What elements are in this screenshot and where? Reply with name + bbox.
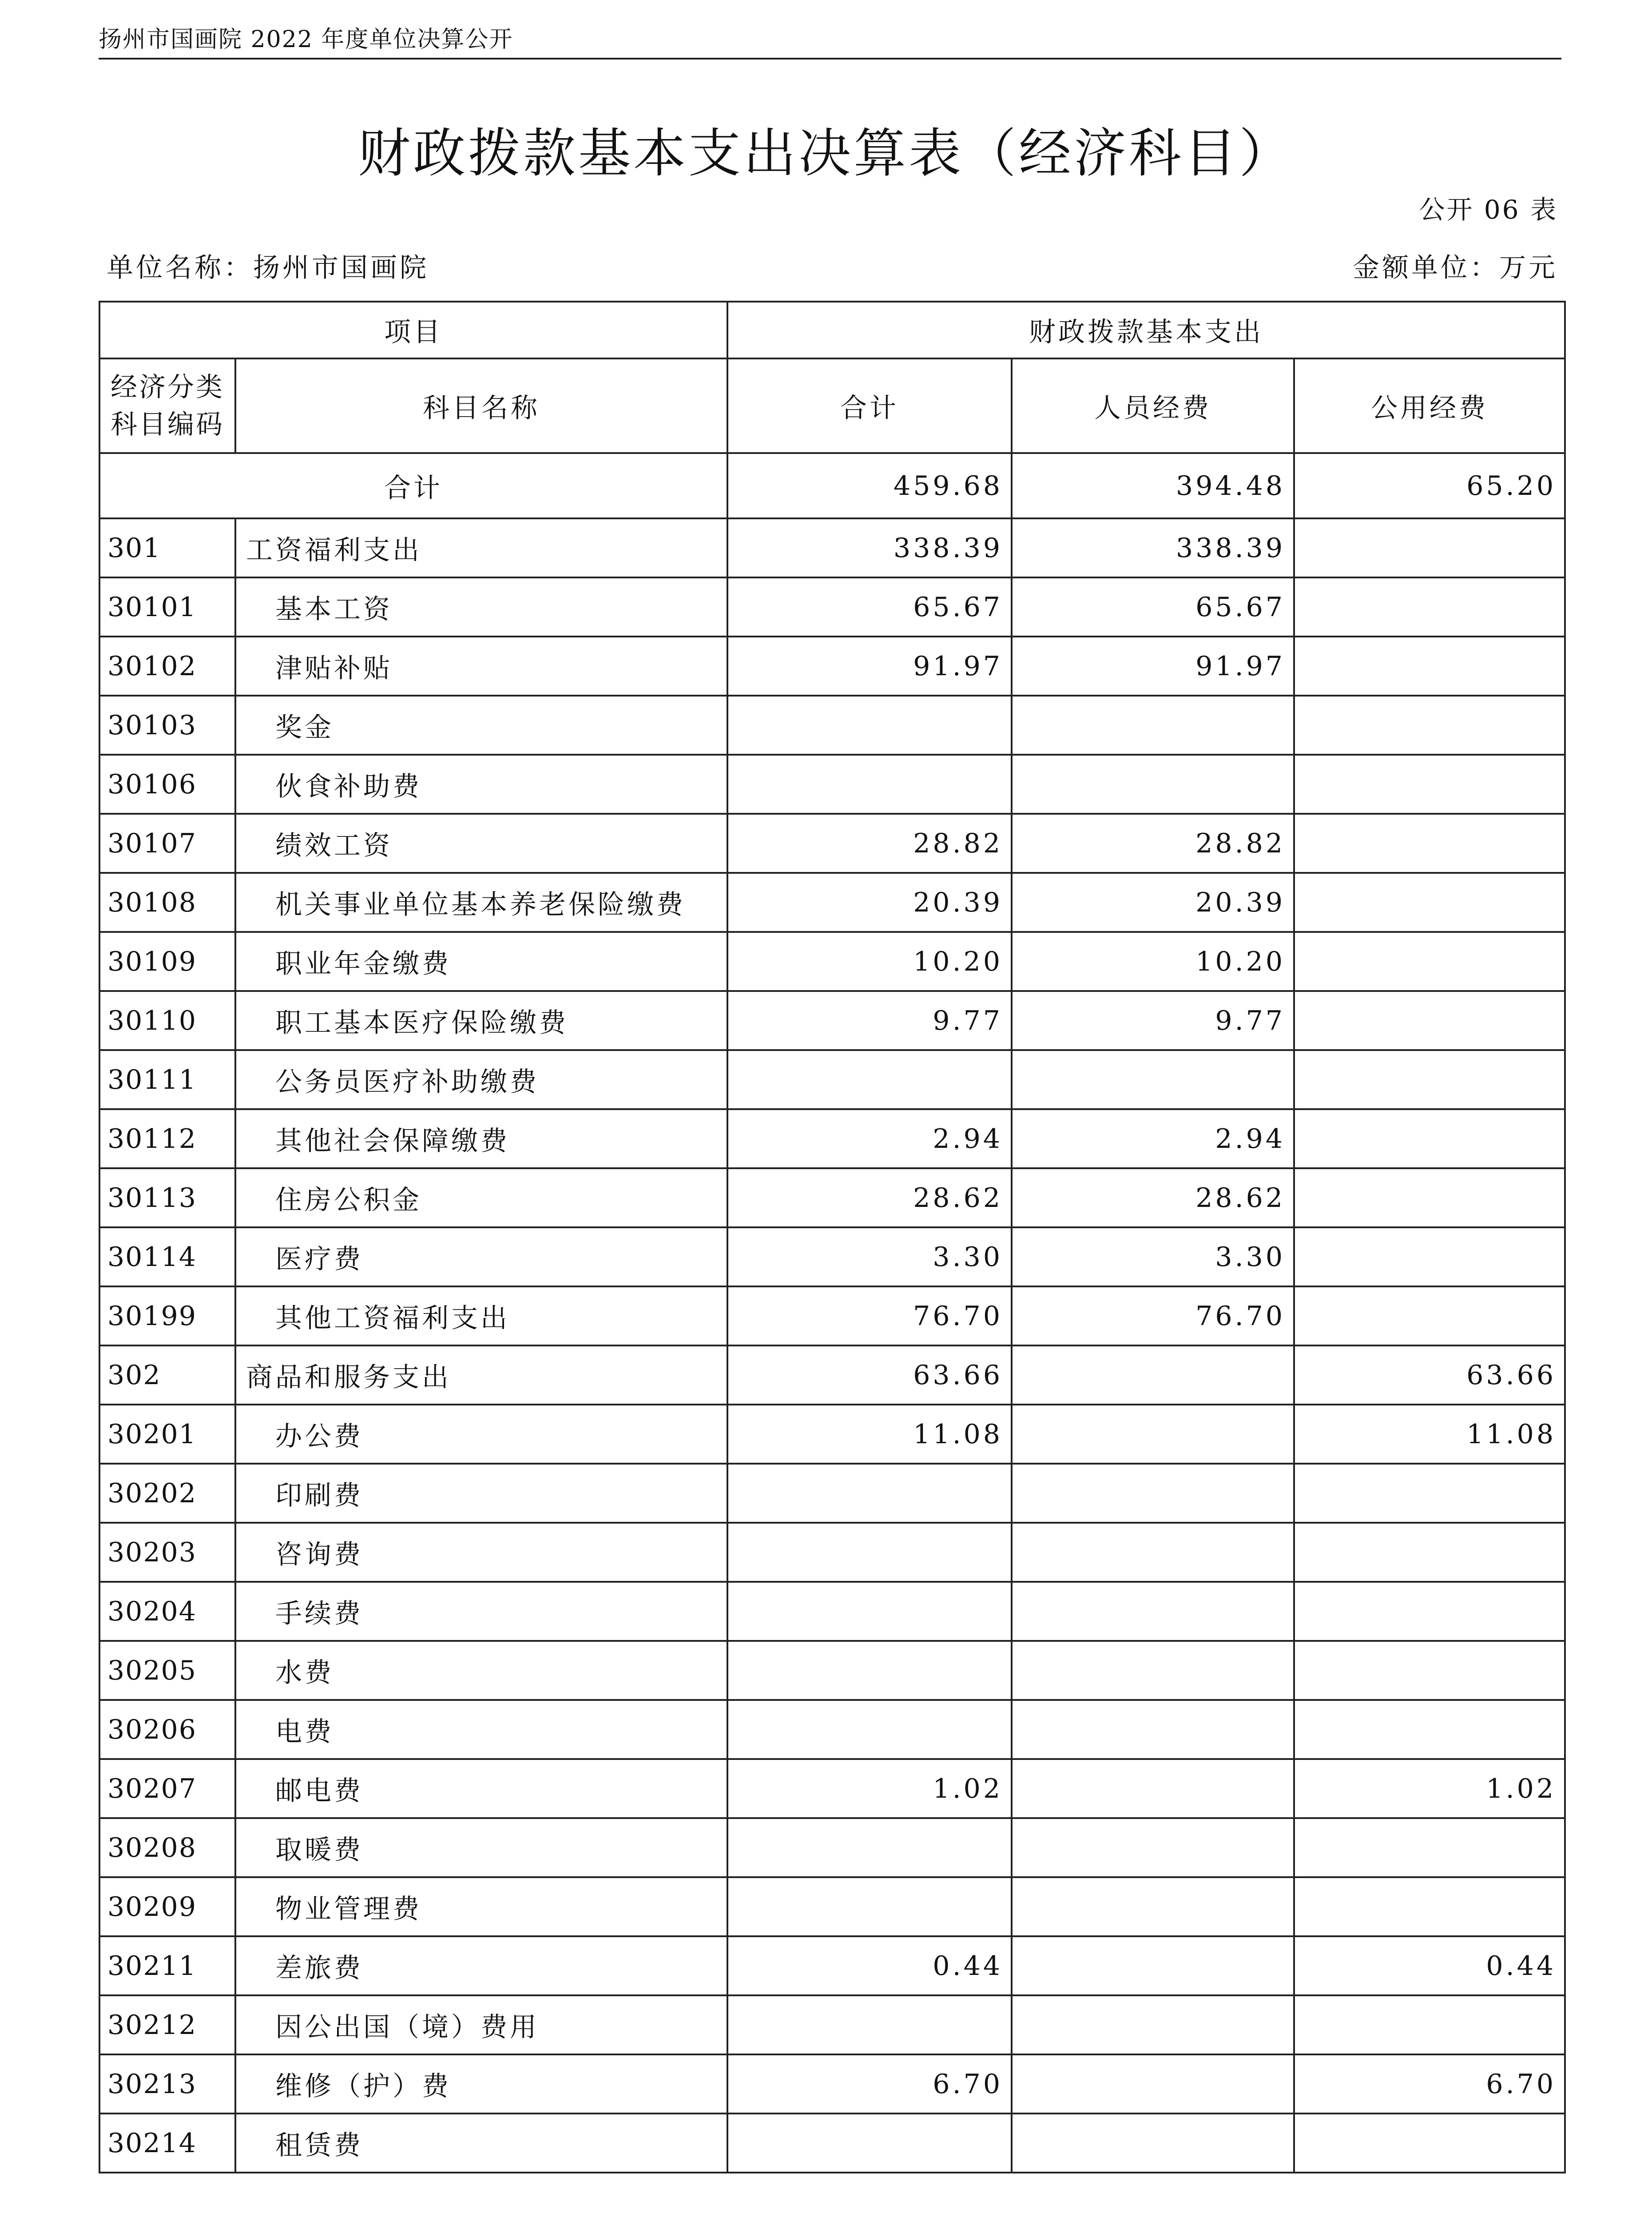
code-cell: 30108 — [99, 873, 235, 932]
total-cell — [727, 1700, 1012, 1759]
header-rule — [99, 58, 1561, 60]
subject-name-cell: 其他社会保障缴费 — [235, 1109, 727, 1168]
total-cell — [727, 755, 1012, 814]
table-row — [99, 1345, 1565, 1405]
subject-name-cell: 公务员医疗补助缴费 — [235, 1050, 727, 1109]
total-cell: 3.30 — [727, 1227, 1012, 1286]
table-row — [99, 1818, 1565, 1877]
personnel-cell: 338.39 — [1012, 518, 1294, 577]
total-cell: 91.97 — [727, 637, 1012, 696]
subject-name-cell: 商品和服务支出 — [235, 1345, 727, 1405]
subject-name-cell: 津贴补贴 — [235, 637, 727, 696]
code-cell: 30211 — [99, 1936, 235, 1995]
public-cell — [1294, 1050, 1565, 1109]
personnel-cell — [1012, 755, 1294, 814]
table-row — [99, 814, 1565, 873]
table-row — [99, 1700, 1565, 1759]
personnel-cell: 76.70 — [1012, 1286, 1294, 1345]
total-cell: 0.44 — [727, 1936, 1012, 1995]
public-cell: 63.66 — [1294, 1345, 1565, 1405]
subject-name-cell: 差旅费 — [235, 1936, 727, 1995]
total-cell — [727, 2114, 1012, 2173]
running-header: 扬州市国画院 2022 年度单位决算公开 — [99, 26, 513, 53]
subject-name-cell: 租赁费 — [235, 2114, 727, 2173]
subject-name-cell: 工资福利支出 — [235, 518, 727, 577]
code-cell: 30106 — [99, 755, 235, 814]
subject-name-cell: 奖金 — [235, 696, 727, 755]
header-row-columns — [99, 358, 1565, 453]
public-cell — [1294, 1700, 1565, 1759]
code-cell: 30114 — [99, 1227, 235, 1286]
personnel-cell: 2.94 — [1012, 1109, 1294, 1168]
public-cell — [1294, 696, 1565, 755]
personnel-cell — [1012, 1759, 1294, 1818]
public-cell — [1294, 1582, 1565, 1641]
personnel-cell — [1012, 1877, 1294, 1936]
public-cell — [1294, 991, 1565, 1050]
table-row — [99, 991, 1565, 1050]
table-row — [99, 1877, 1565, 1936]
subject-name-cell: 办公费 — [235, 1405, 727, 1464]
table-row — [99, 873, 1565, 932]
total-cell: 76.70 — [727, 1286, 1012, 1345]
public-cell: 6.70 — [1294, 2054, 1565, 2114]
public-cell — [1294, 1818, 1565, 1877]
personnel-cell — [1012, 1523, 1294, 1582]
total-cell: 65.67 — [727, 577, 1012, 637]
personnel-cell: 28.62 — [1012, 1168, 1294, 1227]
personnel-cell: 20.39 — [1012, 873, 1294, 932]
subject-name-cell: 维修（护）费 — [235, 2054, 727, 2114]
subject-name-cell: 手续费 — [235, 1582, 727, 1641]
table-row — [99, 518, 1565, 577]
code-cell: 30110 — [99, 991, 235, 1050]
code-cell: 30203 — [99, 1523, 235, 1582]
total-public: 65.20 — [1294, 453, 1565, 518]
header-public: 公用经费 — [1294, 358, 1565, 453]
personnel-cell — [1012, 1050, 1294, 1109]
public-cell — [1294, 1168, 1565, 1227]
total-cell — [727, 1582, 1012, 1641]
personnel-cell — [1012, 1405, 1294, 1464]
personnel-cell: 10.20 — [1012, 932, 1294, 991]
unit-name: 单位名称：扬州市国画院 — [107, 252, 429, 283]
amount-unit: 金额单位：万元 — [1353, 252, 1558, 283]
header-basic-expenditure: 财政拨款基本支出 — [727, 302, 1565, 358]
table-row — [99, 1523, 1565, 1582]
total-cell: 1.02 — [727, 1759, 1012, 1818]
personnel-cell: 65.67 — [1012, 577, 1294, 637]
total-cell — [727, 1523, 1012, 1582]
subject-name-cell: 咨询费 — [235, 1523, 727, 1582]
code-cell: 30109 — [99, 932, 235, 991]
total-cell — [727, 1877, 1012, 1936]
total-cell — [727, 1995, 1012, 2054]
personnel-cell — [1012, 1818, 1294, 1877]
table-row — [99, 2054, 1565, 2114]
table-row — [99, 1641, 1565, 1700]
code-cell: 30207 — [99, 1759, 235, 1818]
total-cell: 6.70 — [727, 2054, 1012, 2114]
total-cell: 63.66 — [727, 1345, 1012, 1405]
total-cell — [727, 696, 1012, 755]
total-cell — [727, 1641, 1012, 1700]
table-row — [99, 1936, 1565, 1995]
table-row — [99, 1168, 1565, 1227]
code-cell: 301 — [99, 518, 235, 577]
table-row — [99, 1109, 1565, 1168]
public-cell — [1294, 1286, 1565, 1345]
personnel-cell — [1012, 1641, 1294, 1700]
public-cell: 11.08 — [1294, 1405, 1565, 1464]
table-row — [99, 1464, 1565, 1523]
subject-name-cell: 物业管理费 — [235, 1877, 727, 1936]
code-cell: 30212 — [99, 1995, 235, 2054]
public-cell — [1294, 1464, 1565, 1523]
subject-name-cell: 因公出国（境）费用 — [235, 1995, 727, 2054]
code-cell: 302 — [99, 1345, 235, 1405]
public-cell — [1294, 932, 1565, 991]
header-item: 项目 — [99, 302, 727, 358]
total-cell: 10.20 — [727, 932, 1012, 991]
public-cell — [1294, 1877, 1565, 1936]
subject-name-cell: 伙食补助费 — [235, 755, 727, 814]
public-cell: 1.02 — [1294, 1759, 1565, 1818]
personnel-cell — [1012, 1936, 1294, 1995]
code-cell: 30214 — [99, 2114, 235, 2173]
expense-table-container — [99, 301, 1564, 2173]
table-row — [99, 932, 1565, 991]
subject-name-cell: 住房公积金 — [235, 1168, 727, 1227]
table-row — [99, 1759, 1565, 1818]
total-cell: 2.94 — [727, 1109, 1012, 1168]
code-cell: 30208 — [99, 1818, 235, 1877]
subject-name-cell: 职工基本医疗保险缴费 — [235, 991, 727, 1050]
personnel-cell — [1012, 2054, 1294, 2114]
subject-name-cell: 医疗费 — [235, 1227, 727, 1286]
table-row — [99, 755, 1565, 814]
code-cell: 30199 — [99, 1286, 235, 1345]
personnel-cell — [1012, 1464, 1294, 1523]
public-cell — [1294, 1995, 1565, 2054]
total-cell — [727, 1050, 1012, 1109]
subject-name-cell: 水费 — [235, 1641, 727, 1700]
subject-name-cell: 取暖费 — [235, 1818, 727, 1877]
total-cell: 9.77 — [727, 991, 1012, 1050]
table-row — [99, 1050, 1565, 1109]
table-row — [99, 1405, 1565, 1464]
table-row — [99, 577, 1565, 637]
code-cell: 30202 — [99, 1464, 235, 1523]
code-cell: 30205 — [99, 1641, 235, 1700]
public-cell — [1294, 577, 1565, 637]
personnel-cell — [1012, 1995, 1294, 2054]
total-cell: 11.08 — [727, 1405, 1012, 1464]
public-cell — [1294, 873, 1565, 932]
public-cell — [1294, 637, 1565, 696]
code-cell: 30112 — [99, 1109, 235, 1168]
subject-name-cell: 邮电费 — [235, 1759, 727, 1818]
subject-name-cell: 基本工资 — [235, 577, 727, 637]
header-row-group — [99, 302, 1565, 358]
code-cell: 30111 — [99, 1050, 235, 1109]
personnel-cell: 91.97 — [1012, 637, 1294, 696]
public-cell — [1294, 1523, 1565, 1582]
personnel-cell — [1012, 1700, 1294, 1759]
code-cell: 30206 — [99, 1700, 235, 1759]
code-cell: 30101 — [99, 577, 235, 637]
form-number: 公开 06 表 — [1419, 195, 1558, 225]
subject-name-cell: 绩效工资 — [235, 814, 727, 873]
subject-name-cell: 印刷费 — [235, 1464, 727, 1523]
header-personnel: 人员经费 — [1012, 358, 1294, 453]
total-cell: 28.82 — [727, 814, 1012, 873]
expense-table — [99, 301, 1566, 2173]
public-cell — [1294, 1641, 1565, 1700]
subject-name-cell: 机关事业单位基本养老保险缴费 — [235, 873, 727, 932]
public-cell — [1294, 2114, 1565, 2173]
header-subject-name: 科目名称 — [235, 358, 727, 453]
code-cell: 30201 — [99, 1405, 235, 1464]
public-cell — [1294, 518, 1565, 577]
public-cell — [1294, 1109, 1565, 1168]
personnel-cell — [1012, 1582, 1294, 1641]
code-cell: 30209 — [99, 1877, 235, 1936]
document-title: 财政拨款基本支出决算表（经济科目） — [357, 123, 1294, 184]
total-cell: 338.39 — [727, 518, 1012, 577]
table-row — [99, 696, 1565, 755]
public-cell: 0.44 — [1294, 1936, 1565, 1995]
code-cell: 30102 — [99, 637, 235, 696]
subject-name-cell: 其他工资福利支出 — [235, 1286, 727, 1345]
code-cell: 30113 — [99, 1168, 235, 1227]
table-row — [99, 1995, 1565, 2054]
total-personnel: 394.48 — [1012, 453, 1294, 518]
table-row — [99, 2114, 1565, 2173]
public-cell — [1294, 814, 1565, 873]
total-amount: 459.68 — [727, 453, 1012, 518]
header-code: 经济分类科目编码 — [99, 358, 235, 453]
subject-name-cell: 职业年金缴费 — [235, 932, 727, 991]
personnel-cell — [1012, 1345, 1294, 1405]
code-cell: 30213 — [99, 2054, 235, 2114]
code-cell: 30107 — [99, 814, 235, 873]
total-cell: 28.62 — [727, 1168, 1012, 1227]
table-row — [99, 1227, 1565, 1286]
table-row — [99, 1582, 1565, 1641]
code-cell: 30103 — [99, 696, 235, 755]
header-total: 合计 — [727, 358, 1012, 453]
personnel-cell — [1012, 696, 1294, 755]
total-cell — [727, 1818, 1012, 1877]
subject-name-cell: 电费 — [235, 1700, 727, 1759]
code-cell: 30204 — [99, 1582, 235, 1641]
public-cell — [1294, 1227, 1565, 1286]
personnel-cell — [1012, 2114, 1294, 2173]
total-cell: 20.39 — [727, 873, 1012, 932]
public-cell — [1294, 755, 1565, 814]
personnel-cell: 3.30 — [1012, 1227, 1294, 1286]
table-row — [99, 1286, 1565, 1345]
total-cell — [727, 1464, 1012, 1523]
total-row — [99, 453, 1565, 518]
table-row — [99, 637, 1565, 696]
personnel-cell: 9.77 — [1012, 991, 1294, 1050]
personnel-cell: 28.82 — [1012, 814, 1294, 873]
total-label: 合计 — [99, 453, 727, 518]
